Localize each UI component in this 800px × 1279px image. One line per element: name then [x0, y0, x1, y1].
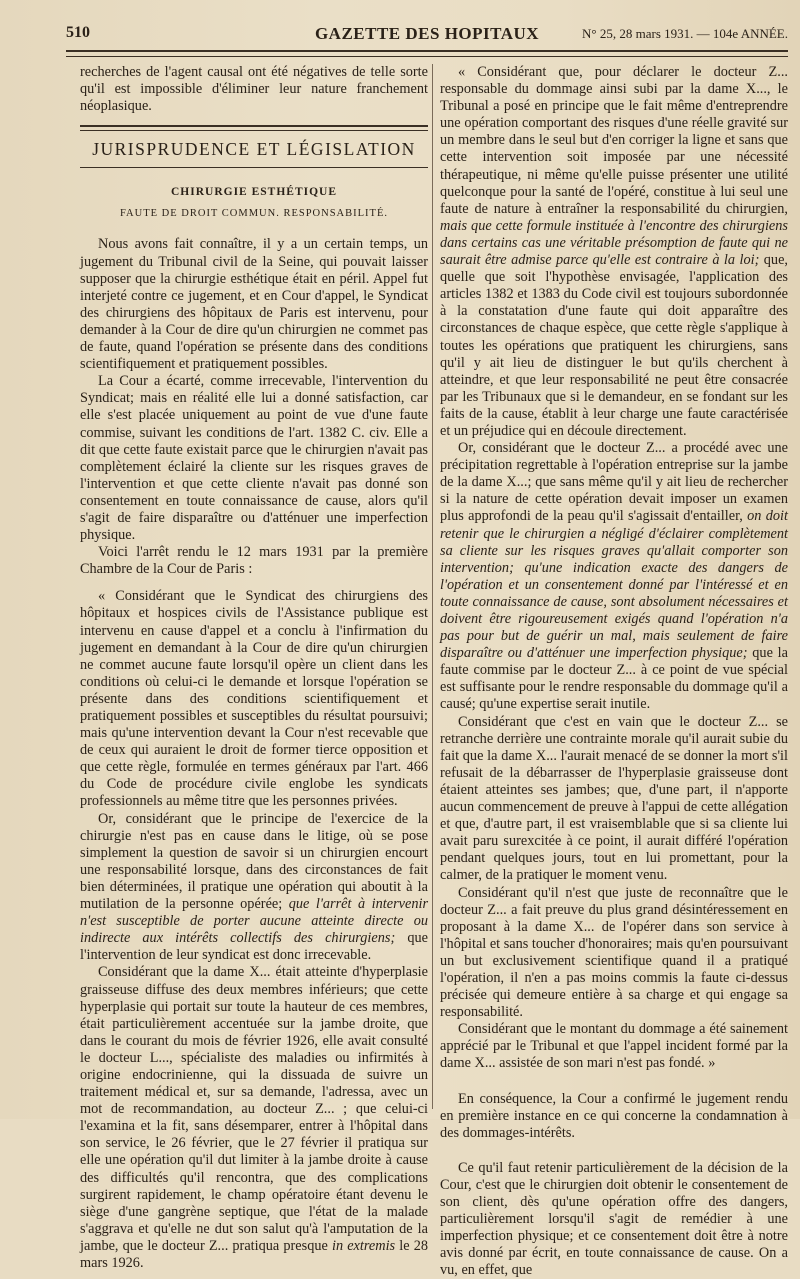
- section-title: JURISPRUDENCE ET LÉGISLATION: [92, 139, 416, 160]
- page-header: [66, 24, 788, 48]
- intro-paragraph: recherches de l'agent causal ont été négatives de telle sorte qu'il est impossible d'éliminer leur nature franchement néoplasique.: [80, 64, 428, 115]
- article-subheading: FAUTE DE DROIT COMMUN. RESPONSABILITÉ.: [119, 208, 389, 220]
- spacer: [80, 578, 428, 588]
- issue-info: N° 25, 28 mars 1931. — 104e ANNÉE.: [582, 26, 788, 41]
- text-run: Or, considérant que le principe de l'exercice de la chirurgie n'est pas en cause dans le litige, où se pose simplement la question de savoir si un chirurgien encourt une responsabilité lorsque, dans des circonstances de fait bien déterminées, il pratique une opération qui aboutit à la mutilation de la personne opérée;: [80, 810, 428, 913]
- paragraph: En conséquence, la Cour a confirmé le jugement rendu en première instance en ce qui concerne la condamnation à des dommages-intérêts.: [440, 1090, 788, 1141]
- section-rule-bottom: [80, 167, 428, 170]
- text-run: que l'intervention de leur syndicat est donc irrecevable.: [80, 930, 429, 964]
- text-run: Or, considérant que le docteur Z... a procédé avec une précipitation regrettable à l'opération entreprise sur la jambe de la dame X...; que sans même qu'il y ait lieu de rechercher si la nature de cette opération devait imposer un examen plus approfondi de la peau qu'il s'agissait d'entailler,: [440, 440, 788, 525]
- section-rule-top: [80, 125, 428, 131]
- text-run: « Considérant que, pour déclarer le docteur Z... responsable du dommage ainsi subi par la dame X..., le Tribunal a posé en principe que le fait même d'entreprendre une opération comportant des risques d'une réelle gravité sur un membre dans le seul but d'en corriger la ligne et sans que cette intervention soit imposée par une nécessité thérapeutique, ni même qu'elle puisse présenter une utilité quelconque pour la santé de l'opéré, constitue à lui seul une faute de nature à entraîner la responsabilité du chirurgien,: [440, 64, 788, 217]
- page-number: 510: [66, 24, 90, 41]
- spacer: [440, 1073, 788, 1091]
- text-run: le 28 mars 1926.: [80, 1237, 428, 1271]
- paragraph: [80, 964, 428, 1272]
- paragraph: Voici l'arrêt rendu le 12 mars 1931 par la première Chambre de la Cour de Paris :: [80, 544, 428, 578]
- text-run: que la faute commise par le docteur Z... à ce point de vue spécial est suffisante pour le rendre responsable du dommage qu'il a causé; qu'une expertise serait inutile.: [440, 645, 788, 713]
- section-header: [80, 125, 428, 170]
- paragraph: [440, 440, 788, 714]
- paragraph: [80, 811, 428, 965]
- paragraph: [440, 64, 788, 440]
- header-rule: [66, 50, 788, 57]
- paragraph: « Considérant que le Syndicat des chirurgiens des hôpitaux et hospices civils de l'Assistance publique est intervenu en cause d'appel et a conclu à l'infirmation du jugement en demandant à la Cour de dire qu'un chirurgien ne commet aucune faute lorsqu'il opère un client dans les conditions où celui-ci le demande et lorsque l'opération se présente dans des conditions scientifiquement et pratiquement possibles et susceptibles du résultat poursuivi; mais qu'une intervention devant la Cour n'est recevable que de ceux qui auraient le droit de former tierce opposition et que cette règle, formulée en termes généraux par l'art. 466 du Code de procédure civile englobe les syndicats professionnels au même titre que les personnes privées.: [80, 588, 428, 810]
- left-column: [80, 64, 428, 1272]
- italic-run: que l'arrêt à intervenir n'est susceptible de porter aucune atteinte directe ou indirecte aux intérêts collectifs des chirurgiens;: [80, 896, 429, 947]
- italic-run: mais que cette formule instituée à l'encontre des chirurgiens dans certains cas une véritable présomption de faute qui ne saurait être admise parce qu'elle est contraire à la loi;: [440, 217, 788, 269]
- column-divider: [432, 64, 433, 1109]
- paragraph: La Cour a écarté, comme irrecevable, l'intervention du Syndicat; mais en réalité elle lui a donné satisfaction, car elle s'est placée uniquement au point de vue d'une faute commise, suivant les conditions de l'art. 1382 C. civ. Elle a dit que cette faute existait parce que le chirurgien n'avait pas complètement éclairé la cliente sur les risques graves de l'intervention et que cette cliente n'avait pas donné son consentement en toute connaissance de cause, alors qu'il s'agit de faire disparaître ou d'atténuer une imperfection physique.: [80, 373, 428, 544]
- text-run: que, quelle que soit l'hypothèse envisagée, l'application des articles 1382 et 1383 du Code civil est toujours subordonnée à la constatation d'une faute qui doit apparaître des circonstances de chaque espèce, que cette règle s'applique à toutes les opérations que pratiquent les chirurgiens, sans qu'il y ait lieu de distinguer le but qu'ils cherchent à atteindre, et que leur responsabilité ne peut être consacrée par les Tribunaux que si le demandeur, en se fondant sur les faits de la cause, établit à leur charge une faute caractérisée et un préjudice qui en découle directement.: [440, 252, 788, 439]
- italic-run: on doit retenir que le chirurgien a négligé d'éclairer complètement sa cliente sur les risques graves qu'allait comporter son intervention; qu'une indication exacte des dangers de l'opération et un consentement donné par l'intéressé et en toute connaissance de cause, sont absolument nécessaires et doivent être rigoureusement exigés quand l'opération n'a pas pour but de guérir un mal, mais seulement de faire disparaître ou d'atténuer une imperfection physique;: [440, 508, 788, 662]
- paragraph: Considérant que le montant du dommage a été sainement apprécié par le Tribunal et que l'appel incident formé par la dame X... assistée de son mari n'est pas fondé. »: [440, 1021, 788, 1072]
- article-heading: CHIRURGIE ESTHÉTIQUE: [170, 186, 338, 199]
- paragraph: Ce qu'il faut retenir particulièrement de la décision de la Cour, c'est que le chirurgien doit obtenir le consentement de son client, dès qu'une opération offre des dangers, particulièrement lorsqu'il s'agit de remédier à une imperfection physique; et ce consentement doit être à notre avis donné par écrit, en toute connaissance de cause. On a vu, en effet, que: [440, 1159, 788, 1279]
- paragraph: Nous avons fait connaître, il y a un certain temps, un jugement du Tribunal civil de la Seine, qui pouvait laisser supposer que la chirurgie esthétique était en péril. Appel fut interjeté contre ce jugement, et en Cour d'appel, le Syndicat des chirurgiens des hôpitaux de Paris est intervenu, pour demander à la Cour de dire qu'un chirurgien ne commet pas de faute, quand l'opération se présente dans des conditions scientifiquement et pratiquement possibles.: [80, 236, 428, 373]
- right-column: [440, 64, 788, 1279]
- text-run: Considérant que la dame X... était atteinte d'hyperplasie graisseuse diffuse des deux membres inférieurs; que cette hyperplasie qui portait sur toute la hauteur de ces membres, était particulièrement accentuée sur la jambe droite, que dans le courant du mois de février 1926, elle avait consulté le docteur L..., spécialiste des maladies ou infirmités à origine endocrinienne, qui la dissuada de suivre un traitement médical et, sur sa demande, l'adressa, avec un mot de recommandation, au docteur Z... ; que celui-ci l'examina et la fit, sans désemparer, entrer à l'hôpital dans son service, le 26 février, que le 27 février il pratiqua sur elle une opération qu'il dut limiter à la jambe droite à cause des difficultés qu'il rencontra, que des complications surgirent rapidement, le champ opératoire étant devenu le siège d'une gangrène septique, que l'état de la malade s'aggrava et qu'elle ne dut son salut qu'à l'amputation de la jambe, que le docteur Z... pratiqua presque: [80, 964, 428, 1254]
- spacer: [440, 1142, 788, 1160]
- journal-title: GAZETTE DES HOPITAUX: [314, 24, 540, 43]
- paragraph: Considérant que c'est en vain que le docteur Z... se retranche derrière une contrainte morale qu'il aurait subie du fait que la dame X... l'aurait menacé de se donner la mort s'il refusait de la débarrasser de l'hyperplasie graisseuse dont étaient atteintes ses jambes; que, d'une part, il n'apporte aucun commencement de preuve à l'appui de cette allégation et que, d'autre part, il est vraisemblable que si sa cliente lui avait paru surexcitée à ce point, il aurait différé l'opération pendant quelques jours, tout en lui promettant, pour la calmer, de la pratiquer le moment venu.: [440, 713, 788, 884]
- paragraph: Considérant qu'il n'est que juste de reconnaître que le docteur Z... a fait preuve du plus grand désintéressement en proposant à la dame X... de l'opérer dans son service à l'hôpital et sans toucher d'honoraires; mais qu'en poursuivant un but exclusivement scientifique quand il a pratiqué l'opération, il n'en a pas moins commis la faute ci-dessus précisée qui demeure entière à sa charge et qui engage sa responsabilité.: [440, 884, 788, 1021]
- italic-run: in extremis: [331, 1237, 396, 1254]
